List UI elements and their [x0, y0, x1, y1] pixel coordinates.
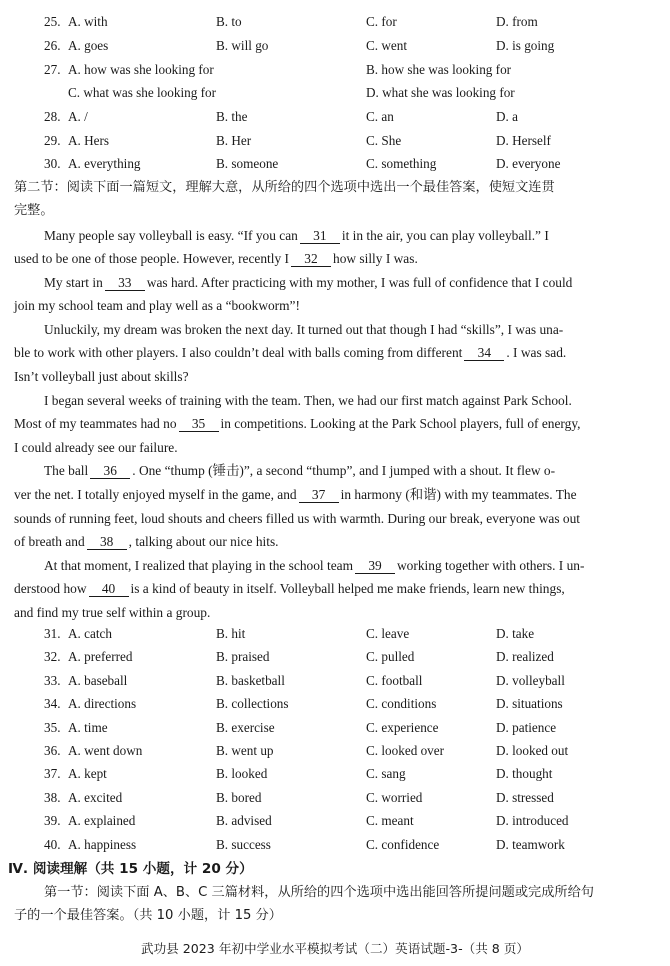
question-number: 34.	[44, 696, 61, 712]
option-b: B. bored	[216, 789, 262, 805]
page-footer: 武功县 2023 年初中学业水平模拟考试（二）英语试题-3-（共 8 页）	[140, 941, 530, 956]
question-number: 30.	[44, 156, 61, 171]
option-c: C. She	[366, 132, 402, 148]
passage-text: in competitions. Looking at the Park School players, full of energy,	[220, 416, 581, 431]
option-row	[0, 741, 670, 761]
option-b: B. exercise	[216, 719, 275, 735]
passage-line	[14, 483, 656, 507]
passage-text: how silly I was.	[333, 251, 418, 266]
blank-36: 36	[90, 463, 130, 479]
option-c: C. went	[366, 37, 408, 53]
question-number: 35.	[44, 719, 61, 735]
option-d: D. Herself	[496, 132, 551, 148]
option-d: D. is going	[496, 37, 555, 53]
passage-text: it in the air, you can play volleyball.” I	[341, 228, 549, 243]
question-number: 26.	[44, 37, 61, 53]
part4-instruction-line2: 子的一个最佳答案。（共 10 小题，计 15 分）	[14, 908, 282, 923]
option-row-27	[0, 60, 670, 80]
option-row	[0, 154, 670, 174]
option-b: B. went up	[216, 743, 274, 758]
option-d: D. introduced	[496, 813, 569, 829]
option-d: D. situations	[496, 696, 563, 712]
option-c: C. confidence	[366, 836, 440, 852]
option-d: D. thought	[496, 766, 553, 782]
option-c: C. conditions	[366, 696, 437, 712]
option-b: B. hit	[216, 626, 246, 641]
option-row	[0, 718, 670, 738]
passage-line	[14, 412, 656, 436]
passage-text: At that moment, I realized that playing in the school team	[44, 558, 354, 573]
passage-line	[14, 530, 656, 554]
option-c: C. an	[366, 109, 394, 124]
question-number: 31.	[44, 626, 61, 641]
option-c: C. for	[366, 14, 397, 29]
passage-text: in harmony (和谐) with my teammates. The	[340, 487, 577, 502]
passage-text: Many people say volleyball is easy. “If you can	[44, 228, 298, 243]
option-a: A. happiness	[68, 836, 137, 852]
option-b: B. looked	[216, 766, 268, 782]
passage-line	[14, 577, 656, 601]
blank-34: 34	[464, 345, 504, 361]
blank-35: 35	[179, 416, 219, 432]
option-c: C. pulled	[366, 649, 415, 665]
option-b: B. to	[216, 14, 242, 29]
option-d: D. patience	[496, 719, 557, 735]
passage-text: The ball	[44, 463, 89, 478]
option-row	[0, 12, 670, 32]
option-a: A. catch	[68, 626, 112, 641]
option-b: B. someone	[216, 156, 279, 171]
passage-line: Unluckily, my dream was broken the next day. It turned out that though I had “skills”, I was una-	[44, 322, 564, 337]
section2-instruction-line2: 完整。	[14, 203, 54, 218]
option-row-27-cont	[0, 83, 670, 103]
question-number: 32.	[44, 649, 61, 665]
option-d: D. stressed	[496, 789, 554, 805]
option-a: A. Hers	[68, 132, 110, 148]
question-number: 25.	[44, 14, 61, 29]
question-number: 29.	[44, 132, 61, 148]
question-number: 39.	[44, 813, 61, 829]
option-row	[0, 647, 670, 667]
option-d: D. realized	[496, 649, 554, 665]
option-row	[0, 764, 670, 784]
option-row	[0, 788, 670, 808]
part4-heading: Ⅳ. 阅读理解（共 15 小题，计 20 分）	[8, 861, 253, 877]
blank-31: 31	[300, 228, 340, 244]
blank-32: 32	[291, 251, 331, 267]
option-b: B. collections	[216, 696, 289, 712]
option-c: C. something	[366, 156, 437, 171]
passage-line: Isn’t volleyball just about skills?	[14, 369, 189, 384]
option-d: D. take	[496, 626, 535, 641]
option-a: A. time	[68, 719, 108, 735]
option-row	[0, 36, 670, 56]
option-row	[0, 107, 670, 127]
passage-line	[44, 554, 656, 578]
passage-text: Most of my teammates had no	[14, 416, 177, 431]
option-c: C. sang	[366, 766, 406, 782]
question-number: 28.	[44, 109, 61, 124]
option-c: C. worried	[366, 789, 423, 805]
passage-line	[44, 271, 656, 295]
blank-33: 33	[105, 275, 145, 291]
part4-instruction-line1: 第一节：阅读下面 A、B、C 三篇材料，从所给的四个选项中选出能回答所提问题或完成所给句	[44, 885, 594, 900]
option-a: A. how was she looking for	[68, 62, 214, 77]
passage-text: used to be one of those people. However, recently I	[14, 251, 289, 266]
option-c: C. looked over	[366, 743, 445, 758]
blank-38: 38	[87, 534, 127, 550]
passage-text: ble to work with other players. I also couldn’t deal with balls coming from different	[14, 345, 463, 360]
passage-text: was hard. After practicing with my mother, I was full of confidence that I could	[146, 275, 573, 290]
option-c: C. experience	[366, 719, 439, 735]
option-a: A. /	[68, 109, 88, 124]
blank-39: 39	[355, 558, 395, 574]
section2-instruction-line1: 第二节：阅读下面一篇短文，理解大意，从所给的四个选项中选出一个最佳答案，使短文连贯	[14, 180, 555, 195]
question-number: 33.	[44, 672, 61, 688]
option-b: B. success	[216, 836, 271, 852]
option-c: C. meant	[366, 813, 414, 829]
passage-text: of breath and	[14, 534, 85, 549]
passage-text: , talking about our nice hits.	[128, 534, 279, 549]
passage-line: sounds of running feet, loud shouts and cheers filled us with warmth. During our break, everyone was out	[14, 511, 581, 526]
option-row	[0, 835, 670, 855]
passage-text: derstood how	[14, 581, 87, 596]
option-b: B. basketball	[216, 672, 285, 688]
option-b: B. will go	[216, 37, 269, 53]
passage-text: . I was sad.	[506, 345, 567, 360]
blank-37: 37	[299, 487, 339, 503]
passage-line	[44, 224, 656, 248]
option-d: D. everyone	[496, 156, 561, 171]
option-a: A. went down	[68, 743, 143, 758]
option-a: A. kept	[68, 766, 107, 782]
passage-text: working together with others. I un-	[397, 558, 585, 573]
question-number: 27.	[44, 62, 61, 77]
option-row	[0, 671, 670, 691]
question-number: 38.	[44, 789, 61, 805]
option-d: D. volleyball	[496, 672, 565, 688]
option-d: D. a	[496, 109, 518, 124]
question-number: 40.	[44, 836, 61, 852]
option-d: D. from	[496, 14, 538, 29]
option-a: A. goes	[68, 37, 109, 53]
option-c: C. football	[366, 672, 423, 688]
blank-40: 40	[89, 581, 129, 597]
option-c: C. what was she looking for	[68, 85, 216, 100]
passage-line: I could already see our failure.	[14, 440, 178, 455]
option-b: B. advised	[216, 813, 272, 829]
passage-line	[44, 459, 656, 483]
passage-text: ver the net. I totally enjoyed myself in the game, and	[14, 487, 297, 502]
option-b: B. praised	[216, 649, 270, 665]
option-a: A. preferred	[68, 649, 133, 665]
option-a: A. explained	[68, 813, 136, 829]
option-a: A. directions	[68, 696, 137, 712]
passage-text: is a kind of beauty in itself. Volleyball helped me make friends, learn new things,	[130, 581, 565, 596]
option-a: A. excited	[68, 789, 123, 805]
option-b: B. how she was looking for	[366, 62, 512, 77]
passage-line	[14, 341, 656, 365]
option-a: A. baseball	[68, 672, 128, 688]
passage-line: join my school team and play well as a “bookworm”!	[14, 298, 300, 313]
option-a: A. with	[68, 14, 108, 29]
passage-line: and find my true self within a group.	[14, 605, 211, 620]
option-row	[0, 811, 670, 831]
option-row	[0, 694, 670, 714]
option-row	[0, 624, 670, 644]
question-number: 37.	[44, 766, 61, 782]
option-a: A. everything	[68, 156, 141, 171]
option-b: B. the	[216, 109, 248, 124]
option-d: D. looked out	[496, 743, 569, 758]
passage-text: My start in	[44, 275, 103, 290]
passage-line: I began several weeks of training with the team. Then, we had our first match against Park School.	[44, 393, 572, 408]
option-d: D. teamwork	[496, 836, 565, 852]
question-number: 36.	[44, 743, 61, 758]
option-c: C. leave	[366, 626, 410, 641]
option-row	[0, 131, 670, 151]
passage-line	[14, 247, 656, 271]
option-d: D. what she was looking for	[366, 85, 515, 100]
passage-text: . One “thump (锤击)”, a second “thump”, and I jumped with a shout. It flew o-	[132, 463, 556, 478]
option-b: B. Her	[216, 132, 252, 148]
